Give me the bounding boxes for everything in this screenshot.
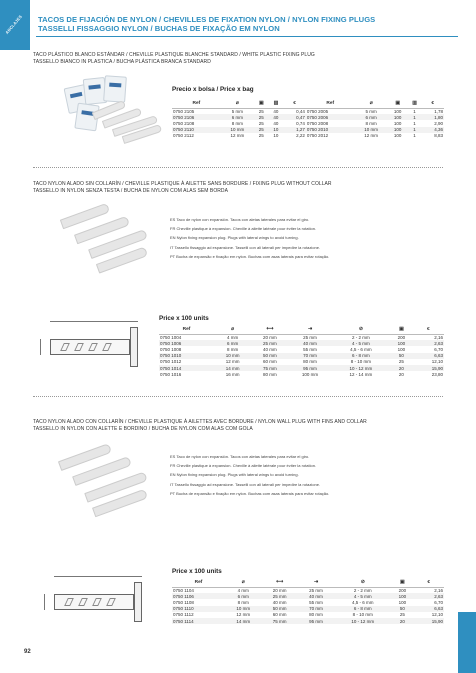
section2-descriptions (170, 215, 460, 261)
table-cell: 20 (390, 365, 412, 371)
desc-it: IT Tassello fissaggio ad espansione. Tasselli con ali laterali per impedire la rotazione. (170, 244, 321, 250)
screw-diameter-icon: ⊘ (334, 579, 391, 587)
table-cell: 70 mm (288, 353, 331, 359)
section3-title-line-1: TACO NYLON ALADO CON COLLARÍN / CHEVILLE PLASTIQUE À AILETTES AVEC BORDURE / NYLON WALL PLUG WITH FINS AND COLLAR (33, 419, 367, 425)
ref-header-2: Ref (306, 100, 355, 108)
table-cell: 0750 2112 (173, 133, 194, 139)
section1-price-heading: Precio x bolsa / Price x bag (172, 86, 254, 93)
bag-icon: ▣ (254, 100, 269, 108)
table-cell: 6 mm (225, 593, 261, 599)
table-cell: 14 mm (225, 618, 261, 624)
price-icon: € (413, 579, 444, 587)
table-cell: 70 mm (298, 606, 334, 612)
header-title-line-2: TASSELLI FISSAGGIO NYLON / BUCHAS DE FIXAÇÃO EM NYLON (38, 24, 280, 33)
page-number: 92 (24, 649, 31, 655)
table-cell: 200 (398, 587, 407, 593)
table-cell: 1,78 (434, 108, 443, 114)
table-cell: 25 mm (309, 587, 323, 593)
length-icon: ⟷ (261, 579, 297, 587)
section2-technical-drawing (36, 325, 154, 369)
table-cell: 0750 2105 (173, 108, 195, 114)
table-cell: 6 mm (214, 340, 251, 346)
table-cell: 25 mm (261, 593, 297, 599)
section3-price-heading: Price x 100 units (172, 568, 222, 575)
desc-fr: FR Cheville plastique à expansion. Cheville à ailette latérale pour éviter la rotation. (170, 226, 317, 232)
table-cell: 6 - 8 mm (334, 606, 391, 612)
desc-en: EN Nylon fixing expansion plug. Plugs with lateral wings to avoid turning. (170, 472, 299, 478)
table-row (159, 371, 444, 377)
table-cell: 8 mm (231, 120, 243, 126)
table-cell: 2,16 (434, 334, 443, 340)
table-cell: 50 (390, 353, 412, 359)
table-header-row (172, 100, 444, 108)
table-cell: 0750 2108 (173, 120, 195, 126)
ref-header: Ref (159, 326, 214, 334)
desc-pt: PT Bucha de expansão e fixação em nylon. Buchas com asas laterais para evitar rotação. (170, 253, 330, 259)
table-cell: 80 mm (309, 612, 323, 618)
table-header-row (172, 579, 444, 587)
table-cell: 40 mm (288, 340, 331, 346)
table-cell: 0750 2008 (306, 120, 329, 126)
table-cell: 14 mm (214, 365, 251, 371)
header-title-line-1: TACOS DE FIJACIÓN DE NYLON / CHEVILLES DE FIXATION NYLON / NYLON FIXING PLUGS (38, 15, 376, 24)
table-cell: 100 (398, 599, 407, 605)
table-cell: 0750 1104 (173, 587, 194, 593)
drill-depth-icon: ⇥ (288, 326, 331, 334)
table-cell: 0750 1110 (172, 606, 225, 612)
table-cell: 5 mm (365, 108, 377, 114)
table-cell: 2 - 2 mm (351, 334, 370, 340)
table-cell: 20 mm (262, 334, 277, 340)
table-cell: 6 mm (221, 114, 254, 120)
table-cell: 0750 1016 (160, 371, 182, 377)
table-cell: 10 mm (221, 127, 254, 133)
table-cell: 20 mm (272, 587, 287, 593)
table-cell: 95 mm (288, 365, 331, 371)
table-cell: 8 mm (365, 120, 377, 126)
table-header-row (159, 326, 444, 334)
section1-price-table (172, 100, 444, 139)
table-cell: 50 mm (251, 353, 288, 359)
section3-plugs-image (58, 444, 158, 514)
section3-technical-drawing (40, 580, 158, 624)
table-cell: 2,63 (413, 593, 444, 599)
table-cell: 16 mm (225, 371, 240, 377)
table-cell: 0750 1108 (173, 599, 194, 605)
table-cell: 4,5 - 6 mm (352, 599, 374, 605)
screw-diameter-icon: ⊘ (332, 326, 391, 334)
table-cell: 40 mm (272, 599, 287, 605)
desc-it: IT Tassello fissaggio ad espansione. Tasselli con ali laterali per impedire la rotazione. (170, 481, 321, 487)
table-cell: 100 (393, 133, 402, 139)
table-cell: 0750 2005 (306, 108, 329, 114)
table-cell: 25 (258, 133, 264, 139)
table-cell: 50 mm (261, 606, 297, 612)
table-cell: 8 mm (237, 599, 249, 605)
desc-en: EN Nylon fixing expansion plug. Plugs with lateral wings to avoid turning. (170, 235, 299, 241)
table-cell: 0750 1112 (173, 612, 194, 618)
desc-pt: PT Bucha de expansão e fixação em nylon. Buchas com asas laterais para evitar rotação. (170, 490, 330, 496)
table-cell: 10 (273, 133, 279, 139)
table-cell: 0750 1008 (160, 346, 182, 352)
table-cell: 0750 1006 (159, 340, 214, 346)
quantity-icon: ▣ (391, 579, 413, 587)
section3-title-line-2: TASSELLO IN NYLON CON ALETTE E BORDINO / BUCHA DE NYLON COM ALAS COM GOLA (33, 425, 253, 432)
table-cell: 75 mm (261, 618, 297, 624)
table-cell: 0750 1114 (172, 618, 225, 624)
table-cell: 2,63 (413, 340, 444, 346)
table-cell: 25 (398, 359, 404, 365)
table-cell: 8 mm (226, 346, 239, 352)
table-cell: 10 - 12 mm (334, 618, 391, 624)
table-cell: 25 mm (303, 334, 317, 340)
table-cell: 4 - 5 mm (334, 593, 391, 599)
table-cell: 12 - 14 mm (349, 371, 373, 377)
table-cell: 20 (391, 618, 413, 624)
table-cell: 25 (254, 127, 269, 133)
section2-title-line-1: TACO NYLON ALADO SIN COLLARÍN / CHEVILLE PLASTIQUE À AILETTE SANS BORDURE / FIXING PLUG WITHOUT COLLAR (33, 181, 332, 187)
table-cell: 1 (413, 108, 416, 114)
table-cell: 0750 1010 (159, 353, 214, 359)
section2-plugs-image (60, 205, 160, 275)
table-cell: 25 (254, 114, 269, 120)
table-cell: 100 (393, 120, 402, 126)
section1-plugs-image (92, 104, 168, 144)
quantity-icon: ▣ (390, 326, 412, 334)
table-cell: 4 mm (226, 334, 239, 340)
section1-title (33, 52, 315, 65)
table-cell: 100 (388, 127, 408, 133)
section1-title-line-2: TASSELLO BIANCO IN PLASTICA / BUCHA PLÁSTICA BRANCA STANDARD (33, 58, 211, 65)
table-cell: 0,44 (296, 108, 305, 114)
diameter-icon: ⌀ (355, 100, 388, 108)
category-tab-label: ANCLAJES (4, 14, 23, 35)
price-icon: € (421, 100, 444, 108)
table-cell: 12 mm (230, 133, 245, 139)
table-cell: 12,10 (431, 612, 443, 618)
table-cell: 100 (393, 108, 402, 114)
section-divider-1 (33, 167, 443, 168)
ref-header: Ref (172, 579, 225, 587)
section-divider-2 (33, 396, 443, 397)
table-cell: 2,16 (434, 587, 443, 593)
table-cell: 0750 1012 (160, 359, 182, 365)
table-cell: 1 (413, 133, 416, 139)
table-cell: 25 mm (251, 340, 288, 346)
table-cell: 12 mm (364, 133, 379, 139)
table-cell: 40 (273, 108, 279, 114)
table-cell: 0,47 (283, 114, 306, 120)
table-cell: 4,5 - 6 mm (350, 346, 372, 352)
table-cell: 0750 2110 (172, 127, 221, 133)
table-cell: 4,36 (421, 127, 444, 133)
table-cell: 1 (413, 120, 416, 126)
table-cell: 20 (398, 371, 404, 377)
table-cell: 60 mm (272, 612, 287, 618)
section3-title (33, 419, 367, 432)
desc-es: ES Taco de nylon con expansión. Tacos con aletas laterales para evitar el giro. (170, 454, 310, 459)
table-cell: 10 - 12 mm (332, 365, 391, 371)
table-cell: 8 - 10 mm (350, 359, 371, 365)
table-cell: 4 - 5 mm (332, 340, 391, 346)
table-cell: 6 - 8 mm (332, 353, 391, 359)
table-cell: 1,27 (283, 127, 306, 133)
table-cell: 100 (390, 340, 412, 346)
table-cell: 8,83 (434, 133, 443, 139)
section2-price-table (159, 326, 444, 377)
table-cell: 60 mm (262, 359, 277, 365)
table-cell: 12 mm (225, 359, 240, 365)
table-cell: 6,63 (413, 606, 444, 612)
drill-depth-icon: ⇥ (298, 579, 334, 587)
desc-fr: FR Cheville plastique à expansion. Cheville à ailette latérale pour éviter la rotation. (170, 463, 317, 469)
price-icon: € (413, 326, 444, 334)
price-icon: € (283, 100, 306, 108)
table-cell: 6 mm (355, 114, 388, 120)
table-row (172, 133, 444, 139)
table-cell: 25 (258, 108, 264, 114)
table-cell: 0750 1106 (172, 593, 225, 599)
table-cell: 100 (388, 114, 408, 120)
table-cell: 80 mm (262, 371, 277, 377)
table-cell: 75 mm (251, 365, 288, 371)
table-cell: 40 (273, 120, 279, 126)
table-cell: 6,70 (434, 599, 443, 605)
table-cell: 6,70 (434, 346, 443, 352)
table-cell: 15,90 (413, 618, 444, 624)
table-cell: 0750 2106 (172, 114, 221, 120)
table-cell: 0750 2012 (306, 133, 329, 139)
table-cell: 10 mm (355, 127, 388, 133)
table-cell: 40 (269, 114, 284, 120)
table-cell: 80 mm (303, 359, 317, 365)
table-cell: 10 (269, 127, 284, 133)
table-cell: 10 mm (225, 606, 261, 612)
table-cell: 12,10 (431, 359, 443, 365)
table-cell: 40 mm (298, 593, 334, 599)
category-corner-tab (0, 0, 30, 50)
table-cell: 12 mm (236, 612, 251, 618)
table-cell: 4 mm (237, 587, 249, 593)
table-cell: 0750 2010 (306, 127, 355, 133)
table-cell: 10 mm (214, 353, 251, 359)
table-cell: 23,80 (431, 371, 443, 377)
box-icon: ▥ (269, 100, 284, 108)
header-divider (36, 36, 458, 37)
table-cell: 40 mm (262, 346, 277, 352)
diameter-icon: ⌀ (225, 579, 261, 587)
table-cell: 6,63 (413, 353, 444, 359)
page-header (38, 15, 458, 33)
table-cell: 25 (258, 120, 264, 126)
table-cell: 100 (397, 346, 406, 352)
diameter-icon: ⌀ (214, 326, 251, 334)
table-cell: 200 (397, 334, 406, 340)
table-cell: 0,74 (296, 120, 305, 126)
section3-price-table (172, 579, 444, 624)
side-accent-bar (458, 612, 476, 673)
table-cell: 0750 2006 (306, 114, 355, 120)
desc-es: ES Taco de nylon con expansión. Tacos con aletas laterales para evitar el giro. (170, 217, 310, 222)
table-cell: 0750 1004 (160, 334, 182, 340)
table-cell: 8 - 10 mm (352, 612, 373, 618)
bag-icon: ▣ (388, 100, 408, 108)
table-cell: 100 mm (301, 371, 319, 377)
length-icon: ⟷ (251, 326, 288, 334)
table-cell: 1,80 (421, 114, 444, 120)
table-cell: 55 mm (309, 599, 323, 605)
section3-descriptions (170, 452, 460, 498)
table-cell: 55 mm (303, 346, 317, 352)
table-cell: 1 (408, 127, 422, 133)
box-icon: ▥ (408, 100, 422, 108)
table-row (172, 618, 444, 624)
table-cell: 2,90 (434, 120, 443, 126)
table-cell: 0750 1014 (159, 365, 214, 371)
table-cell: 5 mm (231, 108, 243, 114)
section2-title-line-2: TASSELLO IN NYLON SENZA TESTA / BUCHA DE NYLON COM ALAS SEM BORDA (33, 187, 228, 194)
diameter-icon: ⌀ (221, 100, 254, 108)
section1-title-line-1: TACO PLÁSTICO BLANCO ESTÁNDAR / CHEVILLE PLASTIQUE BLANCHE STANDARD / WHITE PLASTIC FIXING PLUG (33, 52, 315, 58)
table-cell: 2 - 2 mm (353, 587, 372, 593)
section2-price-heading: Price x 100 units (159, 315, 209, 322)
table-cell: 50 (391, 606, 413, 612)
table-cell: 25 (399, 612, 405, 618)
ref-header: Ref (172, 100, 221, 108)
table-cell: 100 (391, 593, 413, 599)
table-cell: 15,90 (413, 365, 444, 371)
table-cell: 2,22 (296, 133, 305, 139)
section2-title (33, 181, 332, 194)
table-cell: 1 (408, 114, 422, 120)
table-cell: 95 mm (298, 618, 334, 624)
